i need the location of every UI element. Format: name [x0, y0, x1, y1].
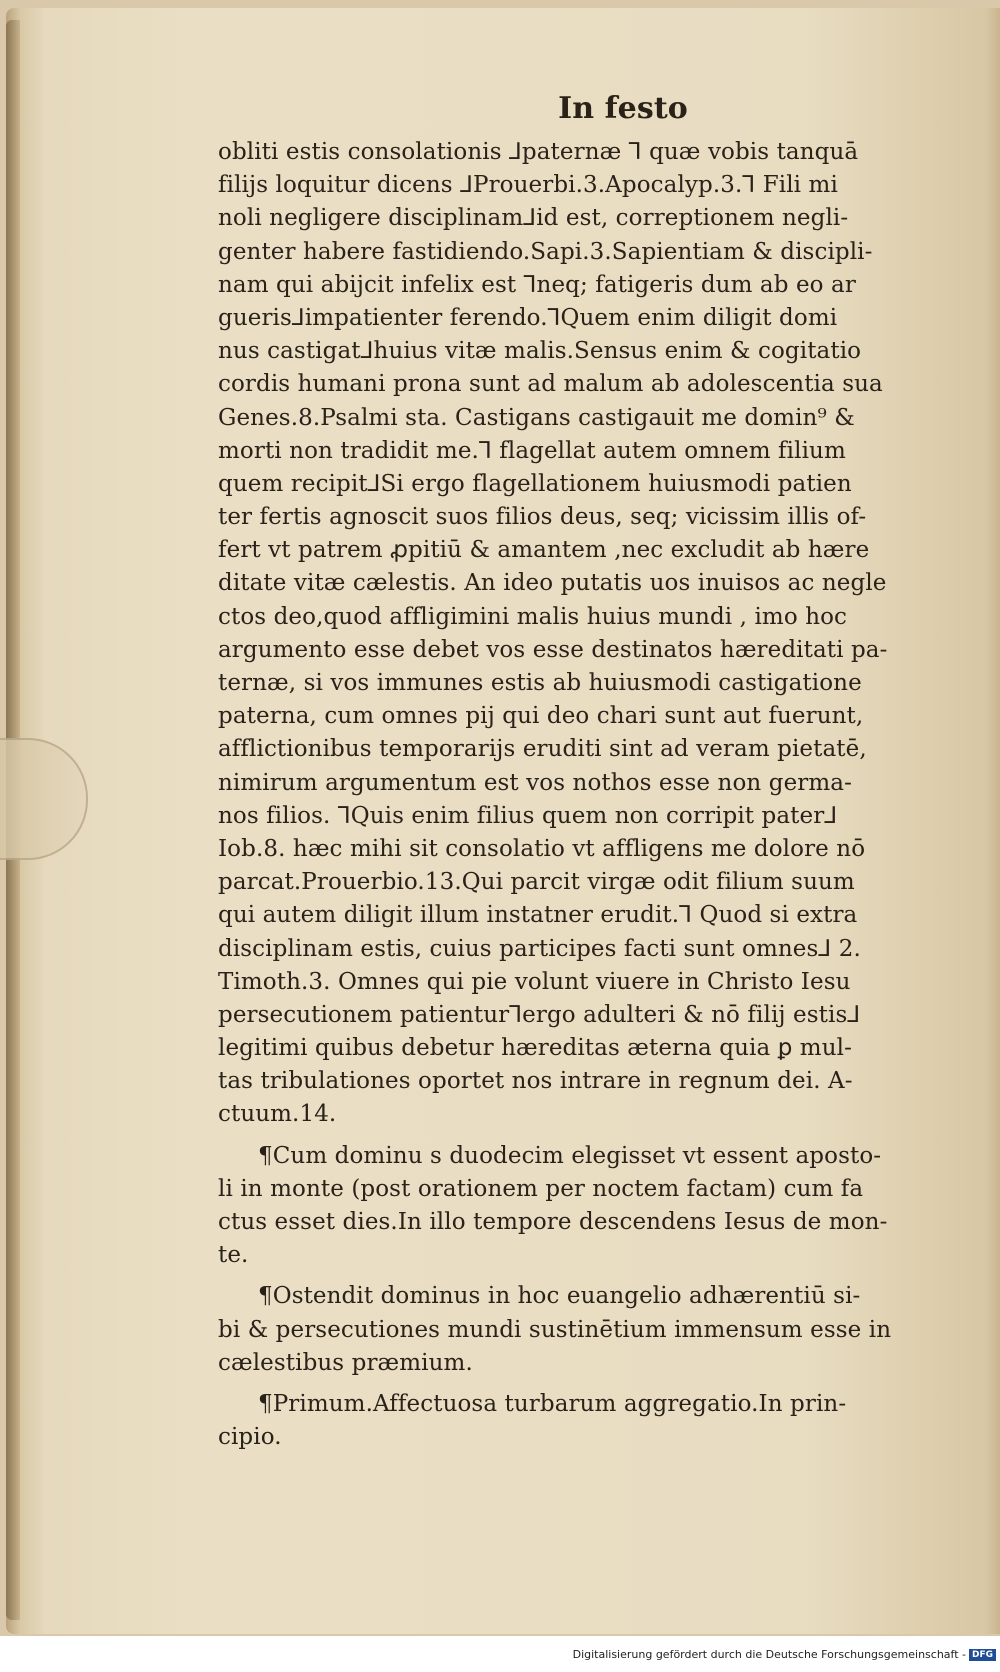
paragraph-line: ctus esset dies.In illo tempore descendens Iesus de mon-: [218, 1209, 888, 1235]
running-head: In festo: [558, 91, 688, 126]
paragraph-line: te.: [218, 1242, 249, 1269]
text-line: nam qui abijcit infelix est ⅂neq; fatigeris dum ab eo ar: [218, 271, 856, 298]
text-line: afflictionibus temporarijs eruditi sint ad veram pietatē,: [218, 736, 867, 763]
paragraph-line: bi & persecutiones mundi sustinētium immensum esse in: [218, 1316, 892, 1343]
text-line: persecutionem patientur⅂ergo adulteri & nō filij estis⅃: [218, 1001, 861, 1028]
text-line: filijs loquitur dicens ⅃Prouerbi.3.Apocalyp.3.⅂ Fili mi: [218, 172, 838, 199]
paragraph-line: ¶Primum.Affectuosa turbarum aggregatio.In prin-: [258, 1390, 847, 1417]
text-line: cordis humani prona sunt ad malum ab adolescentia sua: [218, 371, 883, 398]
text-line: nimirum argumentum est vos nothos esse non germa-: [218, 769, 852, 796]
paragraphs-block: [218, 1132, 938, 1455]
text-line: ditate vitæ cælestis. An ideo putatis uos inuisos ac negle: [218, 570, 887, 597]
text-line: ternæ, si vos immunes estis ab huiusmodi castigatione: [218, 670, 862, 696]
paragraph-gap: [218, 1380, 938, 1388]
paragraph-gap: [218, 1272, 938, 1280]
text-line: tas tribulationes oportet nos intrare in regnum dei. A-: [218, 1068, 853, 1095]
paragraph: [218, 1280, 938, 1380]
paragraph-gap: [218, 1132, 938, 1140]
paragraph-line: cipio.: [218, 1424, 282, 1451]
text-line: ctuum.14.: [218, 1101, 337, 1128]
text-line: fert vt patrem ꝓpitiū & amantem ,nec excludit ab hære: [218, 537, 870, 564]
text-line: morti non tradidit me.⅂ flagellat autem omnem filium: [218, 437, 846, 464]
text-line: nos filios. ⅂Quis enim filius quem non corripit pater⅃: [218, 802, 838, 829]
text-line: quem recipit⅃Si ergo flagellationem huiusmodi patien: [218, 470, 852, 497]
main-text-block: [218, 136, 938, 1132]
text-line: ctos deo,quod affligimini malis huius mundi , imo hoc: [218, 603, 848, 630]
text-line: parcat.Prouerbio.13.Qui parcit virgæ odit filium suum: [218, 869, 855, 896]
text-line: Timoth.3. Omnes qui pie volunt viuere in Christo Iesu: [218, 968, 851, 995]
text-line: ter fertis agnoscit suos filios deus, seq; vicissim illis of-: [218, 504, 867, 531]
text-line: gueris⅃impatienter ferendo.⅂Quem enim diligit domi: [218, 304, 838, 331]
paragraph: [218, 1140, 938, 1273]
text-line: qui autem diligit illum instatner erudit.⅂ Quod si extra: [218, 902, 858, 929]
text-line: nus castigat⅃huius vitæ malis.Sensus enim & cogitatio: [218, 338, 862, 365]
text-line: Genes.8.Psalmi sta. Castigans castigauit me domin⁹ &: [218, 404, 855, 431]
footer-text: Digitalisierung gefördert durch die Deutsche Forschungsgemeinschaft -: [572, 1648, 966, 1661]
paragraph: [218, 1388, 938, 1454]
text-line: obliti estis consolationis ⅃paternæ ⅂ quæ vobis tanquā: [218, 139, 859, 165]
paragraph-line: ¶Cum dominu s duodecim elegisset vt essent aposto-: [258, 1142, 882, 1169]
paragraph-line: li in monte (post orationem per noctem factam) cum fa: [218, 1175, 864, 1202]
text-line: noli negligere disciplinam⅃id est, correptionem negli-: [218, 205, 849, 232]
text-line: Iob.8. hæc mihi sit consolatio vt affligens me dolore nō: [218, 835, 866, 862]
digitization-footer: [0, 1648, 996, 1668]
paragraph-line: cælestibus præmium.: [218, 1349, 473, 1376]
text-line: paterna, cum omnes pij qui deo chari sunt aut fuerunt,: [218, 703, 864, 730]
dfg-logo-badge: DFG: [969, 1649, 996, 1661]
page-text: [218, 82, 938, 1454]
text-line: argumento esse debet vos esse destinatos hæreditati pa-: [218, 636, 888, 663]
text-line: legitimi quibus debetur hæreditas æterna quia ꝑ mul-: [218, 1035, 852, 1062]
text-line: genter habere fastidiendo.Sapi.3.Sapientiam & discipli-: [218, 238, 873, 265]
text-line: disciplinam estis, cuius participes facti sunt omnes⅃ 2.: [218, 935, 861, 962]
paragraph-line: ¶Ostendit dominus in hoc euangelio adhærentiū si-: [258, 1283, 861, 1310]
